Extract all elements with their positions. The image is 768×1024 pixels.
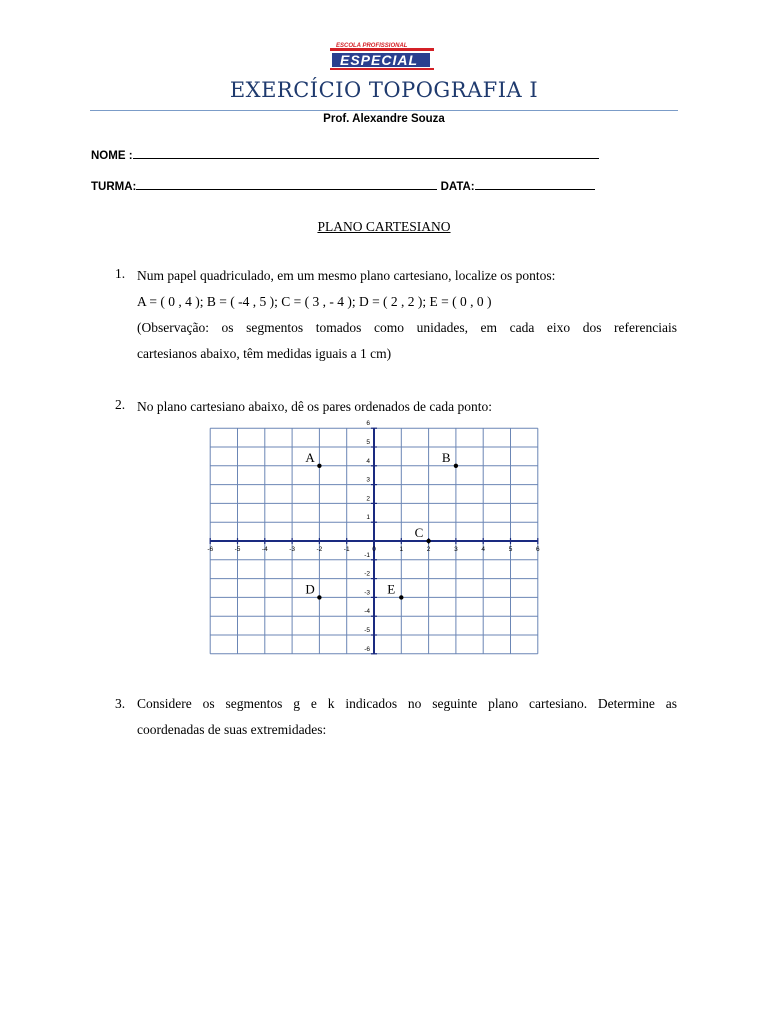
- name-field[interactable]: [91, 147, 599, 162]
- x-tick-label: 1: [399, 546, 404, 553]
- x-tick-label: -5: [234, 546, 241, 553]
- point-marker: [426, 539, 430, 543]
- x-tick-label: -3: [289, 546, 295, 553]
- x-tick-label: 6: [535, 546, 540, 553]
- page-title: EXERCÍCIO TOPOGRAFIA I: [229, 78, 539, 102]
- date-label: DATA:: [440, 181, 475, 193]
- x-tick-label: 0: [372, 546, 376, 553]
- question-1-number: 1.: [115, 266, 126, 281]
- point-marker: [317, 464, 321, 468]
- section-heading: PLANO CARTESIANO: [317, 219, 451, 234]
- x-tick-label: -6: [207, 546, 214, 553]
- y-tick-label: 6: [366, 420, 370, 428]
- x-tick-label: -2: [316, 546, 323, 553]
- question-3-line: Considere os segmentos g e k indicados no seguinte plano cartesiano. Determine as: [137, 696, 677, 711]
- point-label: E: [387, 581, 396, 597]
- question-3-number: 3.: [115, 696, 126, 711]
- point-label: B: [441, 449, 451, 465]
- y-tick-label: 1: [366, 514, 370, 522]
- y-tick-label: -6: [364, 645, 370, 653]
- y-tick-label: 5: [366, 439, 370, 446]
- point-label: D: [305, 581, 315, 597]
- y-tick-label: -3: [364, 589, 370, 597]
- point-marker: [454, 464, 458, 468]
- x-tick-label: -1: [343, 546, 350, 553]
- point-marker: [317, 595, 321, 599]
- point-label: A: [305, 449, 315, 465]
- name-blank-line[interactable]: [133, 147, 599, 159]
- question-3-line: coordenadas de suas extremidades:: [137, 722, 327, 737]
- class-blank-line[interactable]: [136, 178, 437, 190]
- question-1-line: cartesianos abaixo, têm medidas iguais a 1 cm): [137, 346, 392, 361]
- question-2-line: No plano cartesiano abaixo, dê os pares ordenados de cada ponto:: [137, 399, 493, 414]
- point-label: C: [414, 525, 424, 540]
- y-tick-label: -2: [364, 570, 370, 578]
- question-1-text: [137, 263, 677, 367]
- question-2-text: [137, 394, 677, 420]
- plotted-points: [305, 450, 458, 600]
- question-2-number: 2.: [115, 397, 126, 412]
- y-tick-label: 4: [366, 457, 370, 465]
- class-date-row: [91, 178, 595, 193]
- question-1-line: Num papel quadriculado, em um mesmo plano cartesiano, localize os pontos:: [137, 268, 556, 283]
- x-tick-label: 5: [508, 546, 513, 553]
- professor-name: Prof. Alexandre Souza: [323, 113, 445, 125]
- axes: [210, 428, 538, 654]
- svg-text:ESCOLA PROFISSIONAL: ESCOLA PROFISSIONAL: [336, 43, 408, 49]
- date-blank-line[interactable]: [475, 178, 595, 190]
- y-tick-label: -5: [364, 627, 370, 634]
- svg-text:ESPECIAL: ESPECIAL: [340, 52, 419, 68]
- title-divider: [90, 110, 678, 111]
- x-tick-label: -4: [261, 546, 268, 553]
- question-1-line: A = ( 0 , 4 ); B = ( -4 , 5 ); C = ( 3 , - 4 ); D = ( 2 , 2 ); E = ( 0 , 0 ): [137, 294, 492, 309]
- question-1-line: (Observação: os segmentos tomados como unidades, em cada eixo dos referenciais: [137, 320, 677, 335]
- x-tick-label: 4: [481, 546, 486, 553]
- x-tick-label: 2: [426, 546, 431, 553]
- question-3-text: [137, 691, 677, 743]
- cartesian-plane: [207, 420, 555, 660]
- x-tick-label: 3: [454, 546, 458, 553]
- class-label: TURMA:: [91, 181, 137, 193]
- y-tick-label: 2: [366, 495, 370, 503]
- y-tick-label: -1: [364, 551, 370, 559]
- point-marker: [399, 595, 403, 599]
- school-logo: [330, 40, 434, 72]
- name-label: NOME :: [91, 150, 133, 162]
- y-tick-label: 3: [366, 476, 370, 484]
- y-tick-label: -4: [364, 608, 370, 616]
